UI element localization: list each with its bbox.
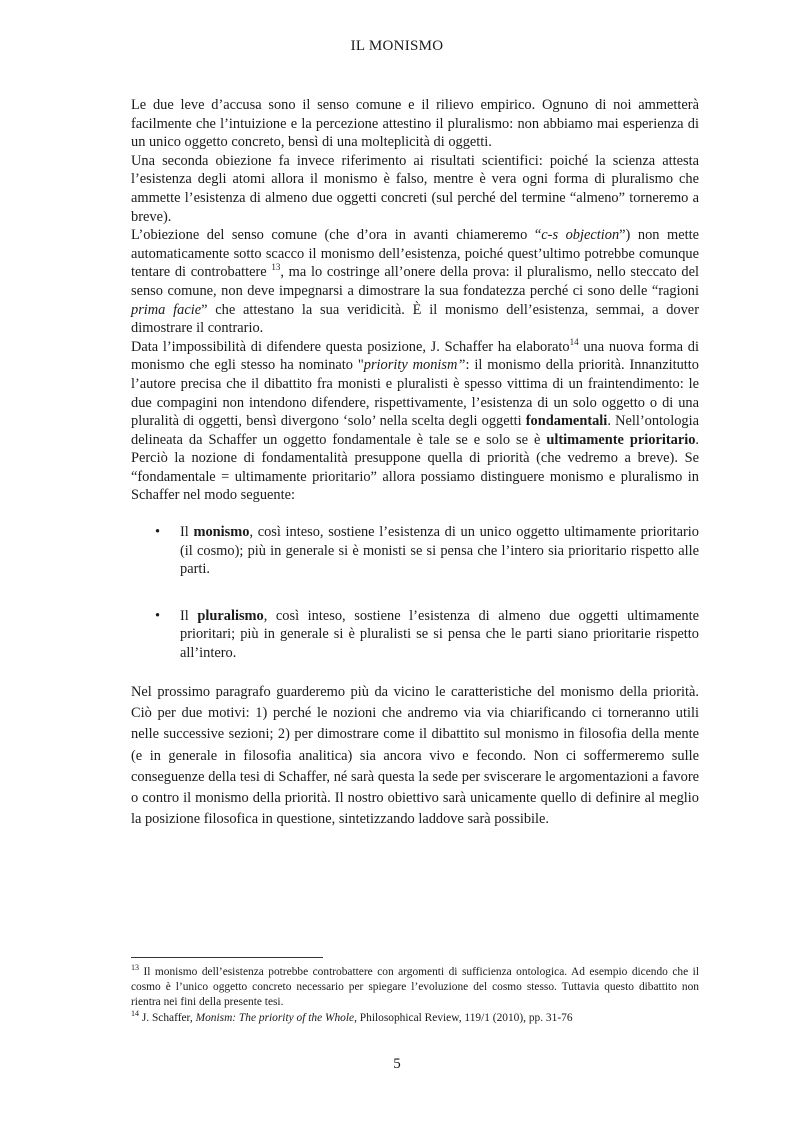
main-text [131,96,699,831]
footnote-text: J. Schaffer, [139,1011,196,1024]
paragraph-4 [131,338,699,505]
text-run: ” che attestano la sua veridicità. È il monismo dell’esistenza, semmai, a dover dimostrare il contrario. [131,301,699,337]
text-run: . Perciò la nozione di fondamentalità presuppone quella di priorità (che vedremo a breve). Se “fondamentale = ultimamente prioritario” allora possiamo distinguere monismo e pluralismo in Schaffer nel modo seguente: [131,431,700,504]
italic-term: priority monism” [363,357,466,374]
bullet-icon: • [155,524,161,541]
list-item [131,607,699,663]
paragraph-3 [131,226,699,338]
running-header: IL MONISMO [350,38,444,54]
italic-term: c-s objection [541,227,620,244]
bullet-list [131,523,699,663]
text-run: ”) non mette automaticamente sotto scacco il monismo dell’esistenza, poiché quest’ultimo potrebbe comunque tentare di controbattere [131,227,699,281]
footnote-number: 14 [131,1008,139,1018]
footnote-number: 13 [131,963,139,973]
footnote-text: Il monismo dell’esistenza potrebbe controbattere con argomenti di sufficienza ontologica. Ad esempio dicendo che il cosmo è l’unico oggetto concreto necessario per spiegare l’evoluzione del cosmo stesso. Tuttavia questo dibattito non rientra nei fini della presente tesi. [131,966,699,1009]
text-run: Il [180,524,194,541]
citation-title: Monism: The priority of the Whole [195,1011,355,1024]
bold-term: pluralismo [197,607,264,624]
footnote-14 [131,1008,699,1026]
text-run: : il monismo della priorità. Innanzitutto l’autore precisa che il dibattito fra monisti e pluralisti è spesso vittima di un fraintendimento: le due compagini non intendono difendere, rispettivamente, l’esistenza di un solo oggetto o di una pluralità di oggetti, bensì divergono ‘solo’ nella scelta degli oggetti [131,357,699,430]
italic-term: prima facie [131,301,202,318]
bold-term: fondamentali [525,413,608,430]
footnote-text: , Philosophical Review, 119/1 (2010), pp. 31-76 [354,1011,573,1024]
footnote-ref-13[interactable]: 13 [271,262,281,273]
text-run: , così inteso, sostiene l’esistenza di un unico oggetto ultimamente prioritario (il cosmo); più in generale si è monisti se si pensa che l’intero sia prioritario rispetto alle parti. [180,524,699,578]
bold-term: ultimamente prioritario [546,431,696,448]
paragraph-5: Nel prossimo paragrafo guarderemo più da vicino le caratteristiche del monismo della priorità. Ciò per due motivi: 1) perché le nozioni che andremo via via chiarificando ci torneranno utili nelle successive sezioni; 2) per dimostrare come il dibattito sul monismo in filosofia della mente (e in generale in filosofia analitica) sia ancora vivo e fecondo. Non ci soffermeremo sulle conseguenze della tesi di Schaffer, né sarà questa la sede per sviscerare le argomentazioni a favore o contro il monismo della priorità. Il nostro obiettivo sarà unicamente quello di definire al meglio la posizione filosofica in questione, sintetizzando laddove sarà possibile. [131,683,699,828]
paragraph-1: Le due leve d’accusa sono il senso comune e il rilievo empirico. Ognuno di noi ammetterà facilmente che l’intuizione e la percezione attestino il pluralismo: non abbiamo mai esperienza di un unico oggetto concreto, bensì di una molteplicità di oggetti. [131,97,699,151]
footnote-ref-14[interactable]: 14 [569,336,579,347]
text-run: . Nell’ontologia delineata da Schaffer un oggetto fondamentale è tale se e solo se è [131,413,699,448]
list-item [131,523,699,579]
page-number: 5 [393,1056,401,1072]
bold-term: monismo [193,524,250,541]
paragraph-2: Una seconda obiezione fa invece riferimento ai risultati scientifici: poiché la scienza attesta l’esistenza degli atomi allora il monismo è falso, mentre è vera ogni forma di pluralismo che ammette l’esistenza di almeno due oggetti concreti (sul perché del termine “almeno” torneremo a breve). [131,152,699,225]
bullet-icon: • [155,607,161,624]
text-run: , così inteso, sostiene l’esistenza di almeno due oggetti ultimamente prioritari; più in generale si è pluralisti se si pensa che le parti siano prioritarie rispetto all’intero. [180,607,700,662]
footnote-separator [131,957,323,958]
text-run: Il [180,607,198,624]
footnotes [131,965,699,1026]
text-run: Data l’impossibilità di difendere questa posizione, J. Schaffer ha elaborato [131,338,570,355]
text-run: una nuova forma di monismo che egli stesso ha nominato " [131,338,699,374]
text-run: , ma lo costringe all’onere della prova: il pluralismo, nello steccato del senso comune, non deve impegnarsi a dimostrare la sua fondatezza perché ci sono delle “ragioni [131,264,699,299]
footnote-13 [131,965,699,1011]
text-run: L’obiezione del senso comune (che d’ora in avanti chiameremo “ [131,227,542,244]
